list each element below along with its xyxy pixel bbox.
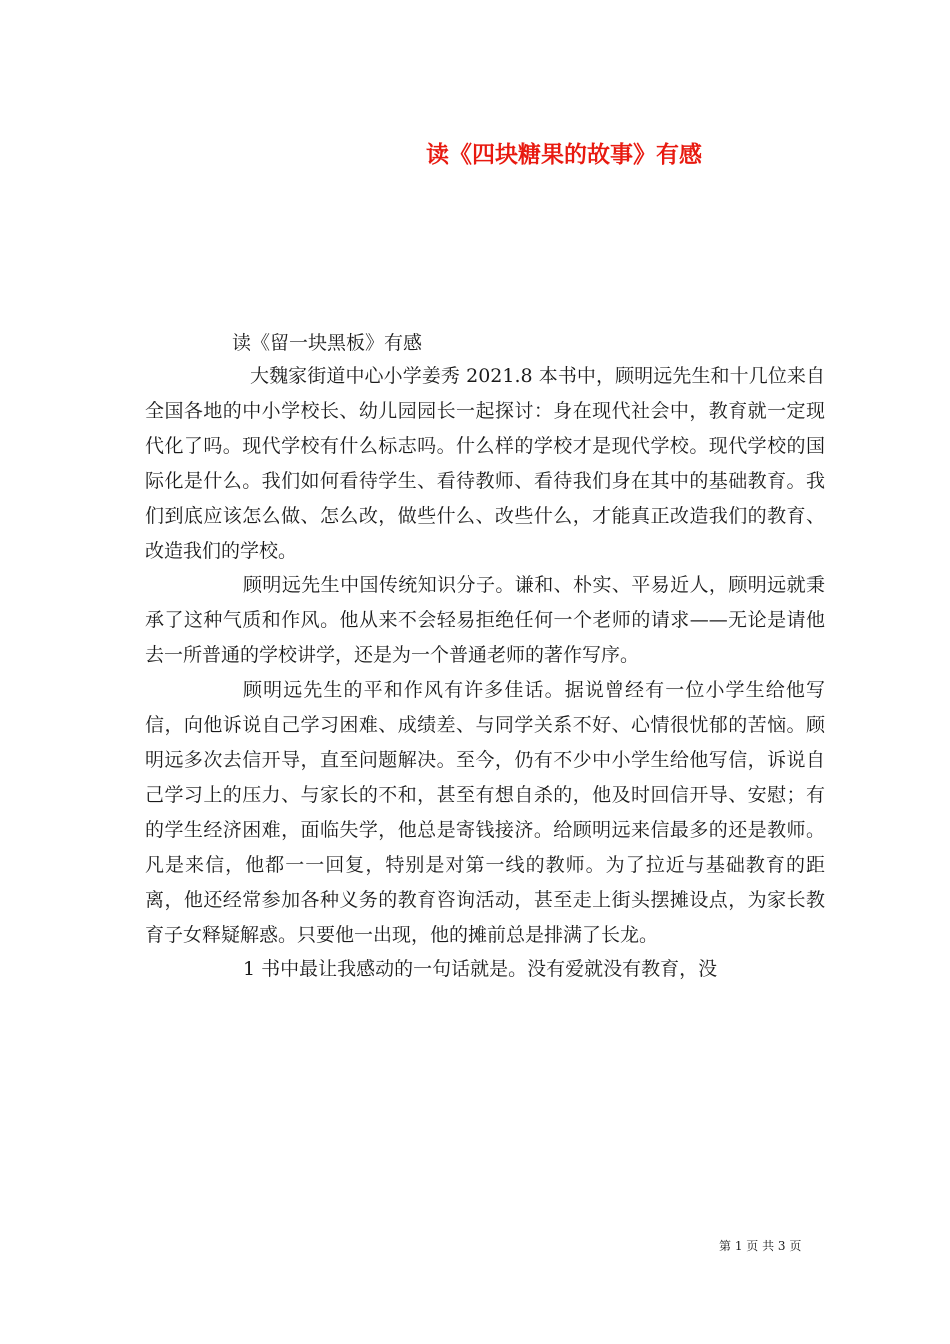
body-paragraph-1: 大魏家街道中心小学姜秀 2021.8 本书中，顾明远先生和十几位来自全国各地的中小学校长、幼儿园园长一起探讨：身在现代社会中，教育就一定现代化了吗。现代学校有什么标志吗。什么样的学校才是现代学校。现代学校的国际化是什么。我们如何看待学生、看待教师、看待我们身在其中的基础教育。我们到底应该怎么做、怎么改，做些什么、改些什么，才能真正改造我们的教育、改造我们的学校。 (145, 365, 825, 562)
body-paragraph-4: 1 书中最让我感动的一句话就是。没有爱就没有教育，没 (243, 958, 718, 981)
document-body (145, 359, 825, 987)
document-title: 读《四块糖果的故事》有感 (426, 141, 702, 168)
page-number-footer: 第 1 页 共 3 页 (719, 1239, 802, 1253)
body-paragraph-3: 顾明远先生的平和作风有许多佳话。据说曾经有一位小学生给他写信，向他诉说自己学习困难、成绩差、与同学关系不好、心情很忧郁的苦恼。顾明远多次去信开导，直至问题解决。至今，仍有不少中小学生给他写信，诉说自己学习上的压力、与家长的不和，甚至有想自杀的，他及时回信开导、安慰；有的学生经济困难，面临失学，他总是寄钱接济。给顾明远来信最多的还是教师。凡是来信，他都一一回复，特别是对第一线的教师。为了拉近与基础教育的距离，他还经常参加各种义务的教育咨询活动，甚至走上街头摆摊设点，为家长教育子女释疑解惑。只要他一出现，他的摊前总是排满了长龙。 (145, 679, 825, 946)
document-subtitle: 读《留一块黑板》有感 (232, 332, 423, 354)
body-paragraph-2: 顾明远先生中国传统知识分子。谦和、朴实、平易近人，顾明远就秉承了这种气质和作风。他从来不会轻易拒绝任何一个老师的请求——无论是请他去一所普通的学校讲学，还是为一个普通老师的著作写序。 (145, 574, 825, 667)
